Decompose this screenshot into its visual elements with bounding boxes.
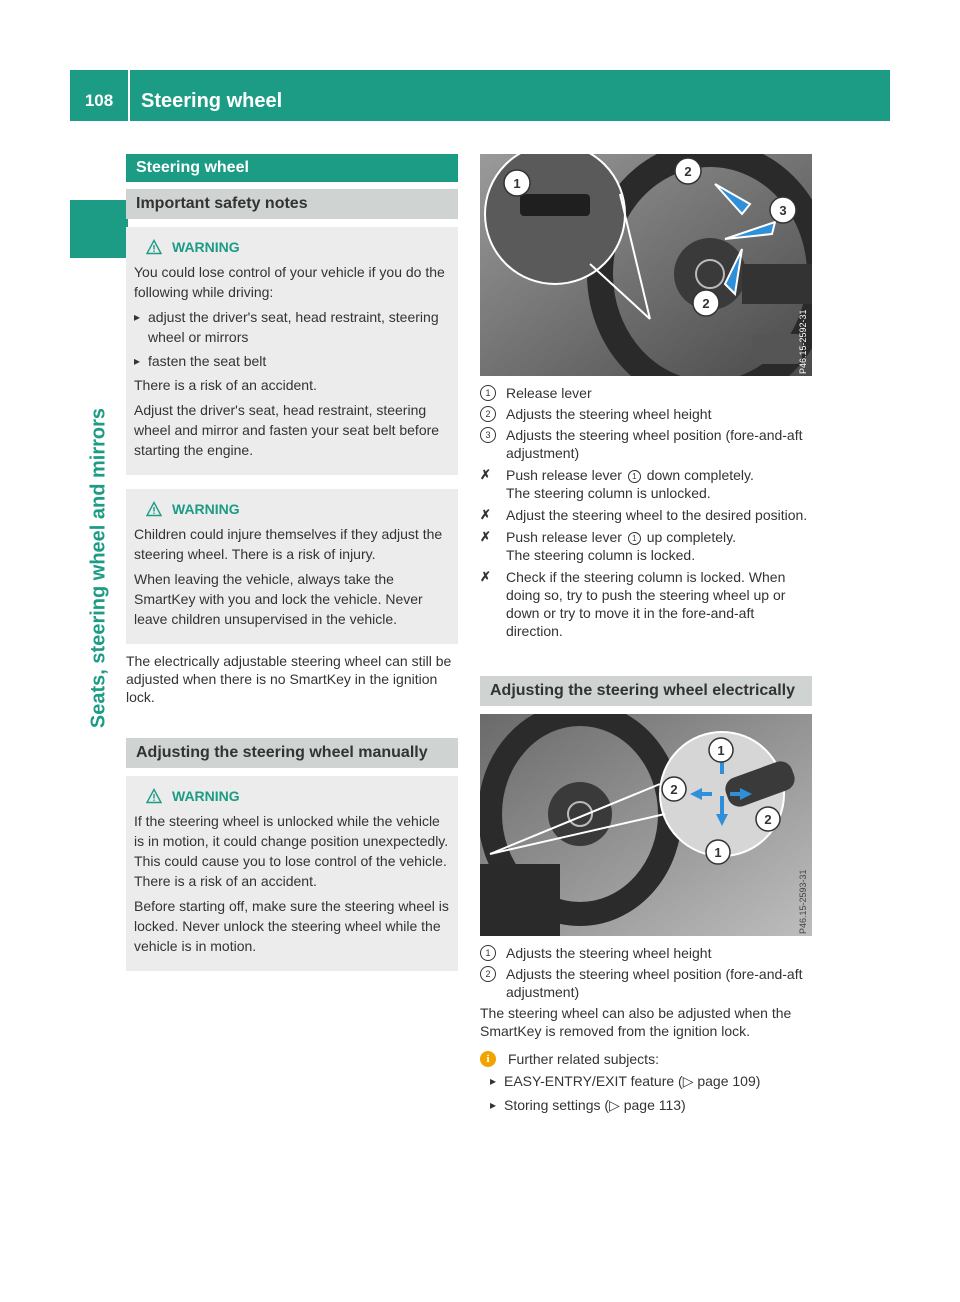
callout-2-top <box>675 158 701 184</box>
body-paragraph: The electrically adjustable steering wheel can still be adjusted when there is no SmartKey in the ignition lock. <box>126 653 452 705</box>
step-text: Push release lever <box>506 467 622 483</box>
svg-text:2: 2 <box>764 812 772 827</box>
steps <box>480 466 812 640</box>
instruction-step <box>480 466 812 502</box>
step-text: Push release lever <box>506 529 622 545</box>
image-code: P46.15-2593-31 <box>798 869 808 934</box>
instruction-step <box>480 568 812 640</box>
svg-text:2: 2 <box>702 296 710 311</box>
svg-text:1: 1 <box>717 743 725 758</box>
callout-marker: 3 <box>480 427 496 443</box>
info-block <box>480 1050 812 1115</box>
warning-box-3 <box>126 776 458 971</box>
warning-text: You could lose control of your vehicle if you do the following while driving: <box>134 264 445 300</box>
chapter-label: Seats, steering wheel and mirrors <box>87 407 110 729</box>
instruction-step <box>480 506 812 524</box>
callout-1 <box>504 170 530 196</box>
warning-label: WARNING <box>172 239 240 255</box>
related-link-storing-settings[interactable]: ▸ Storing settings (▷ page 113) <box>490 1095 812 1115</box>
info-icon: i <box>480 1051 496 1067</box>
callout-2-bottom <box>693 290 719 316</box>
safety-notes-title: Important safety notes <box>126 189 458 219</box>
legend-item <box>480 965 812 1001</box>
legend-1 <box>480 384 812 462</box>
callout-1-top <box>709 738 733 762</box>
svg-text:1: 1 <box>714 845 722 860</box>
chapter-tab <box>70 200 128 258</box>
warning-text: If the steering wheel is unlocked while the vehicle is in motion, it could change position unexpectedly. This could cause you to lose control of the vehicle. There is a risk of an accident. <box>134 813 449 889</box>
legend-2 <box>480 944 812 1001</box>
warning-box-2 <box>126 489 458 644</box>
info-row <box>480 1050 812 1068</box>
callout-marker: 1 <box>480 945 496 961</box>
step-arrow-icon: ✗ <box>480 467 491 482</box>
callout-marker: 2 <box>480 966 496 982</box>
right-column <box>480 154 812 1119</box>
legend-text: Adjusts the steering wheel height <box>506 945 712 961</box>
instruction-step <box>480 528 812 564</box>
steering-lever-photo <box>480 154 812 376</box>
section-title: Steering wheel <box>126 154 458 182</box>
page-number: 108 <box>84 91 114 110</box>
page-title: Steering wheel <box>141 90 283 112</box>
step-text: up completely. <box>646 529 736 545</box>
step-arrow-icon: ✗ <box>480 569 491 584</box>
legend-item <box>480 384 812 402</box>
svg-text:2: 2 <box>670 782 678 797</box>
step-text: Check if the steering column is locked. When doing so, try to push the steering wheel up or down or try to move it in the fore-and-aft direction. <box>506 569 786 639</box>
step-result: The steering column is unlocked. <box>506 485 711 501</box>
manual-adjust-title: Adjusting the steering wheel manually <box>126 738 458 768</box>
legend-item <box>480 426 812 462</box>
warning-bullet: ▸ fasten the seat belt <box>134 351 450 371</box>
legend-item <box>480 405 812 423</box>
callout-1-bottom <box>706 840 730 864</box>
callout-marker: 1 <box>628 532 641 545</box>
step-text: Adjust the steering wheel to the desired position. <box>506 507 808 523</box>
left-column <box>126 154 458 971</box>
legend-text: Adjusts the steering wheel position (fore-and-aft adjustment) <box>506 966 803 1000</box>
step-arrow-icon: ✗ <box>480 507 491 522</box>
warning-icon <box>146 239 162 255</box>
steering-lever-illustration <box>480 154 812 376</box>
callout-marker: 2 <box>480 406 496 422</box>
callout-2-left <box>662 777 686 801</box>
step-result: The steering column is locked. <box>506 547 696 563</box>
warning-icon <box>146 501 162 517</box>
warning-text: When leaving the vehicle, always take the SmartKey with you and lock the vehicle. Never leave children unsupervised in the vehicle. <box>134 571 423 627</box>
body-paragraph: The steering wheel can also be adjusted when the SmartKey is removed from the ignition lock. <box>480 1005 792 1039</box>
warning-label: WARNING <box>172 788 240 804</box>
image-code: P46.15-2592-31 <box>798 309 808 374</box>
warning-icon <box>146 788 162 804</box>
steering-electric-photo <box>480 714 812 936</box>
warning-text: There is a risk of an accident. <box>134 377 317 393</box>
warning-box-1 <box>126 227 458 475</box>
callout-3 <box>770 197 796 223</box>
related-links <box>490 1071 812 1115</box>
info-label: Further related subjects: <box>508 1051 659 1067</box>
warning-header <box>146 237 450 257</box>
svg-text:1: 1 <box>513 176 521 191</box>
warning-bullet: ▸ adjust the driver's seat, head restraint, steering wheel or mirrors <box>134 307 450 347</box>
callout-marker: 1 <box>628 470 641 483</box>
electric-adjust-title: Adjusting the steering wheel electrically <box>480 676 812 706</box>
legend-item <box>480 944 812 962</box>
svg-text:3: 3 <box>779 203 787 218</box>
legend-text: Adjusts the steering wheel position (fore-and-aft adjustment) <box>506 427 803 461</box>
warning-text: Before starting off, make sure the steering wheel is locked. Never unlock the steering wheel while the vehicle is in motion. <box>134 898 449 954</box>
warning-text: Children could injure themselves if they adjust the steering wheel. There is a risk of injury. <box>134 526 443 562</box>
page-header <box>70 70 890 121</box>
header-divider <box>128 70 130 121</box>
warning-header <box>146 786 450 806</box>
svg-text:2: 2 <box>684 164 692 179</box>
callout-marker: 1 <box>480 385 496 401</box>
warning-header <box>146 499 450 519</box>
warning-text: Adjust the driver's seat, head restraint, steering wheel and mirror and fasten your seat belt before starting the engine. <box>134 402 440 458</box>
callout-2-right <box>756 807 780 831</box>
step-text: down completely. <box>646 467 754 483</box>
warning-label: WARNING <box>172 501 240 517</box>
steering-electric-illustration <box>480 714 812 936</box>
legend-text: Release lever <box>506 385 592 401</box>
legend-text: Adjusts the steering wheel height <box>506 406 712 422</box>
step-arrow-icon: ✗ <box>480 529 491 544</box>
related-link-easy-entry[interactable]: ▸ EASY-ENTRY/EXIT feature (▷ page 109) <box>490 1071 812 1091</box>
